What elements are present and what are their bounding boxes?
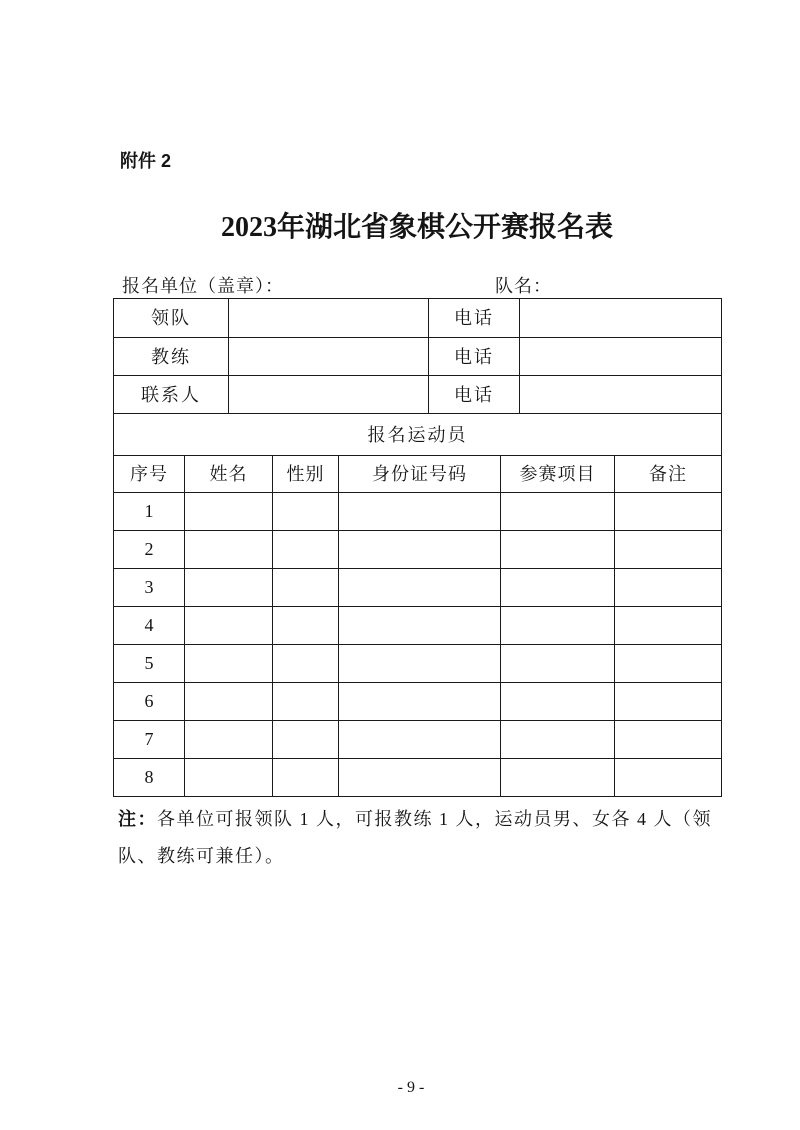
- contact-row-contact-person: [114, 376, 722, 414]
- leader-label: 领队: [114, 299, 229, 338]
- contact-person-phone-label: 电话: [429, 376, 520, 414]
- column-header-remarks: 备注: [615, 456, 722, 492]
- team-name-label: 队名：: [495, 276, 552, 296]
- note-label: 注：: [118, 809, 157, 829]
- event-cell: [501, 644, 615, 682]
- remarks-cell: [615, 682, 722, 720]
- name-cell: [185, 758, 273, 796]
- remarks-cell: [615, 530, 722, 568]
- remarks-cell: [615, 606, 722, 644]
- remarks-cell: [615, 568, 722, 606]
- gender-cell: [273, 606, 339, 644]
- gender-cell: [273, 568, 339, 606]
- table-row: [114, 720, 722, 758]
- gender-cell: [273, 682, 339, 720]
- table-row: [114, 606, 722, 644]
- row-number: 1: [114, 492, 185, 530]
- leader-name-cell: [229, 299, 429, 338]
- coach-label: 教练: [114, 338, 229, 376]
- contact-row-coach: [114, 338, 722, 376]
- row-number: 4: [114, 606, 185, 644]
- column-header-name: 姓名: [185, 456, 273, 492]
- athletes-header-row: [114, 456, 722, 492]
- athletes-section-label: 报名运动员: [114, 414, 722, 456]
- row-number: 8: [114, 758, 185, 796]
- leader-phone-cell: [520, 299, 722, 338]
- attachment-label: 附件 2: [120, 151, 172, 171]
- remarks-cell: [615, 758, 722, 796]
- table-row: [114, 568, 722, 606]
- leader-phone-label: 电话: [429, 299, 520, 338]
- name-cell: [185, 606, 273, 644]
- note-text-line-2: 队、教练可兼任）。: [118, 846, 285, 866]
- column-header-id-number: 身份证号码: [339, 456, 501, 492]
- note-text-line-1: 各单位可报领队 1 人，可报教练 1 人，运动员男、女各 4 人（领: [157, 809, 712, 829]
- row-number: 2: [114, 530, 185, 568]
- name-cell: [185, 720, 273, 758]
- event-cell: [501, 720, 615, 758]
- table-row: [114, 530, 722, 568]
- table-row: [114, 644, 722, 682]
- contact-person-label: 联系人: [114, 376, 229, 414]
- table-row: [114, 492, 722, 530]
- event-cell: [501, 568, 615, 606]
- column-header-number: 序号: [114, 456, 185, 492]
- registration-form: [113, 298, 721, 797]
- contact-person-name-cell: [229, 376, 429, 414]
- event-cell: [501, 606, 615, 644]
- id-number-cell: [339, 758, 501, 796]
- table-row: [114, 682, 722, 720]
- document-title: 2023年湖北省象棋公开赛报名表: [220, 212, 613, 243]
- athletes-section-row: [114, 414, 722, 456]
- name-cell: [185, 530, 273, 568]
- row-number: 5: [114, 644, 185, 682]
- gender-cell: [273, 720, 339, 758]
- id-number-cell: [339, 568, 501, 606]
- remarks-cell: [615, 644, 722, 682]
- event-cell: [501, 682, 615, 720]
- remarks-cell: [615, 720, 722, 758]
- event-cell: [501, 530, 615, 568]
- page-number: - 9 -: [397, 1079, 425, 1096]
- name-cell: [185, 682, 273, 720]
- coach-phone-cell: [520, 338, 722, 376]
- id-number-cell: [339, 530, 501, 568]
- gender-cell: [273, 644, 339, 682]
- table-row: [114, 758, 722, 796]
- row-number: 3: [114, 568, 185, 606]
- remarks-cell: [615, 492, 722, 530]
- id-number-cell: [339, 720, 501, 758]
- contact-person-phone-cell: [520, 376, 722, 414]
- gender-cell: [273, 530, 339, 568]
- id-number-cell: [339, 644, 501, 682]
- unit-label: 报名单位（盖章）：: [122, 276, 284, 296]
- contact-row-leader: [114, 299, 722, 338]
- coach-phone-label: 电话: [429, 338, 520, 376]
- note-line-1: [118, 808, 712, 830]
- row-number: 6: [114, 682, 185, 720]
- event-cell: [501, 492, 615, 530]
- id-number-cell: [339, 492, 501, 530]
- coach-name-cell: [229, 338, 429, 376]
- event-cell: [501, 758, 615, 796]
- gender-cell: [273, 492, 339, 530]
- row-number: 7: [114, 720, 185, 758]
- gender-cell: [273, 758, 339, 796]
- name-cell: [185, 492, 273, 530]
- name-cell: [185, 644, 273, 682]
- contacts-table: [113, 298, 722, 456]
- id-number-cell: [339, 682, 501, 720]
- athletes-table: [113, 456, 722, 797]
- name-cell: [185, 568, 273, 606]
- column-header-event: 参赛项目: [501, 456, 615, 492]
- column-header-gender: 性别: [273, 456, 339, 492]
- id-number-cell: [339, 606, 501, 644]
